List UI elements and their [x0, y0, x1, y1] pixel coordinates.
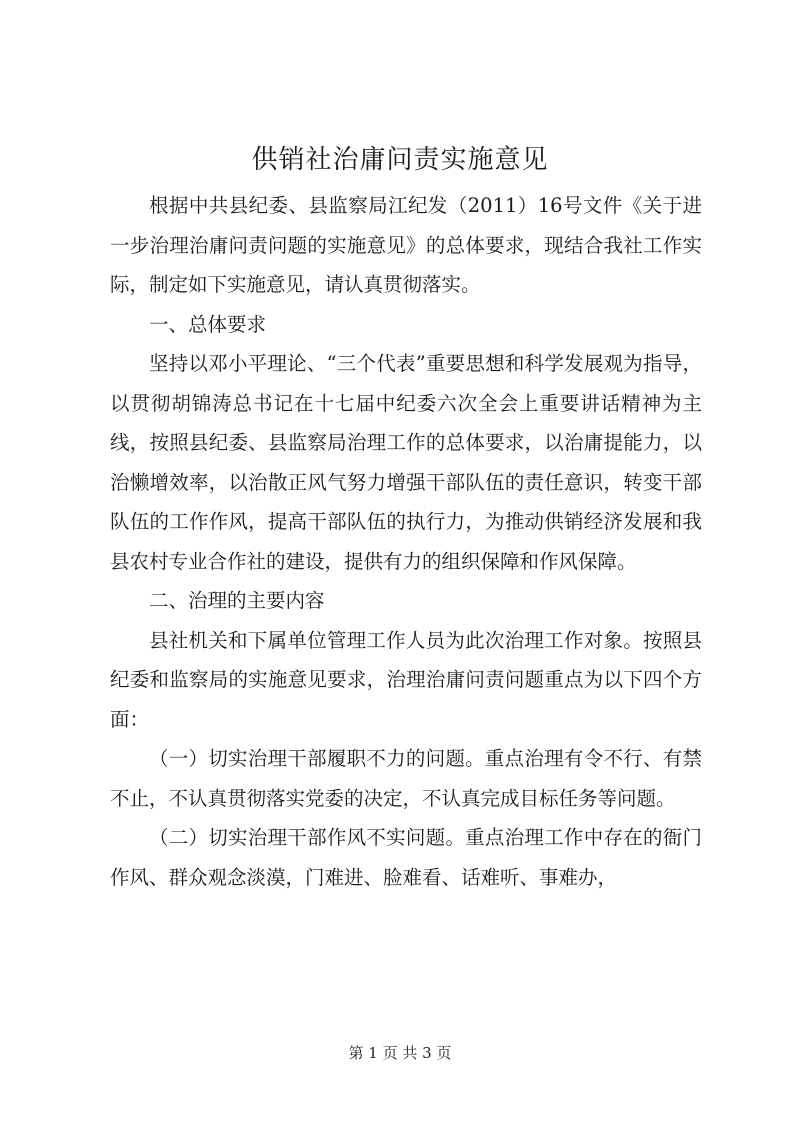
document-body [110, 186, 702, 897]
document-title: 供销社治庸问责实施意见 [251, 145, 549, 175]
paragraph-overall-requirements: 坚持以邓小平理论、“三个代表”重要思想和科学发展观为指导，以贯彻胡锦涛总书记在十七届中纪委六次全会上重要讲话精神为主线，按照县纪委、县监察局治理工作的总体要求，以治庸提能力，以治懒增效率，以治散正风气努力增强干部队伍的责任意识，转变干部队伍的工作作风，提高干部队伍的执行力，为推动供销经济发展和我县农村专业合作社的建设，提供有力的组织保障和作风保障。 [110, 352, 702, 573]
section-heading-main-content: 二、治理的主要内容 [149, 589, 325, 612]
paragraph-intro: 根据中共县纪委、县监察局江纪发（2011）16号文件《关于进一步治理治庸问责问题的实施意见》的总体要求，现结合我社工作实际，制定如下实施意见，请认真贯彻落实。 [110, 194, 702, 296]
paragraph-item-one: （一）切实治理干部履职不力的问题。重点治理有令不行、有禁不止，不认真贯彻落实党委的决定，不认真完成目标任务等问题。 [110, 747, 702, 810]
paragraph-main-content: 县社机关和下属单位管理工作人员为此次治理工作对象。按照县纪委和监察局的实施意见要求，治理治庸问责问题重点为以下四个方面： [110, 628, 702, 731]
section-heading-overall-requirements: 一、总体要求 [149, 312, 267, 336]
paragraph-item-two: （二）切实治理干部作风不实问题。重点治理工作中存在的衙门作风、群众观念淡漠，门难进、脸难看、话难听、事难办， [110, 826, 702, 889]
page-number-footer: 第 1 页 共 3 页 [348, 1044, 452, 1062]
